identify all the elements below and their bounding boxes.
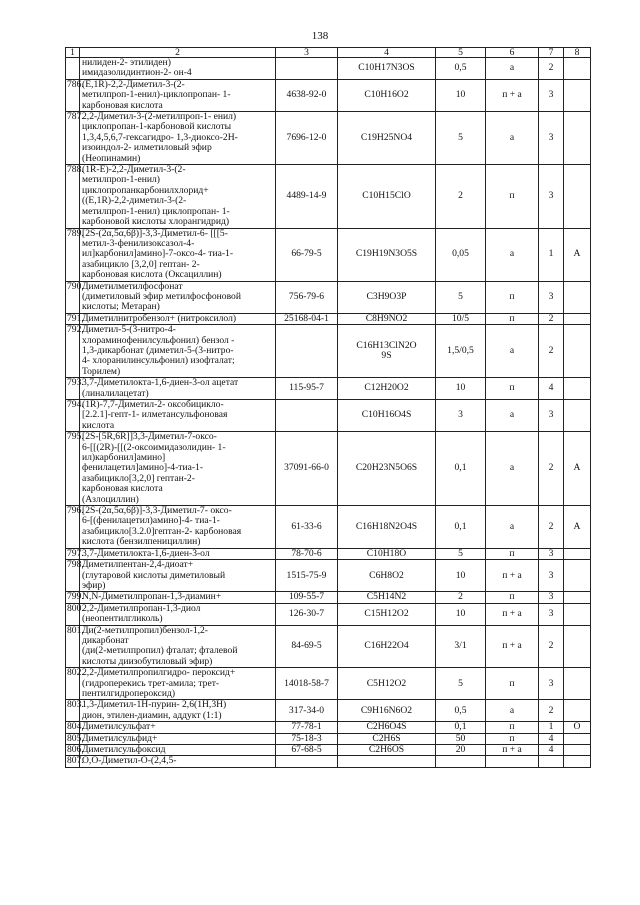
hazard-class: 2 <box>539 325 564 378</box>
formula: C2H6OS <box>338 745 436 756</box>
pdk-value: 5 <box>436 112 486 165</box>
substance-name: 1,3-Диметил-1Н-пурин- 2,6(1Н,3Н) дион, этилен-диамин, аддукт (1:1) <box>80 700 276 722</box>
formula: C19H25NO4 <box>338 112 436 165</box>
row-number: 804. <box>67 721 84 733</box>
feature-note <box>564 112 591 165</box>
feature-note <box>564 700 591 722</box>
pdk-value: 0,5 <box>436 700 486 722</box>
cas-number: 67-68-5 <box>276 745 338 756</box>
cas-number <box>276 756 338 767</box>
table-row <box>66 560 591 592</box>
aggregate-state: п + а <box>486 560 539 592</box>
aggregate-state: п <box>486 592 539 603</box>
table-row <box>66 548 591 559</box>
feature-note <box>564 58 591 80</box>
hazard-class: 3 <box>539 548 564 559</box>
substance-name: Диметилсульфид+ <box>80 733 276 744</box>
aggregate-state: а <box>486 325 539 378</box>
table-row <box>66 79 591 111</box>
aggregate-state: п <box>486 733 539 744</box>
table-row <box>66 228 591 281</box>
hazard-class: 2 <box>539 313 564 324</box>
row-number: 789. <box>66 228 80 281</box>
feature-note: О <box>564 722 591 733</box>
hazard-class: 3 <box>539 79 564 111</box>
table-row <box>66 378 591 400</box>
hazard-class: 1 <box>539 228 564 281</box>
column-header: 8 <box>564 48 591 58</box>
pdk-value <box>436 756 486 767</box>
substance-name: Диметилнитробензол+ (нитроксилол) <box>80 313 276 324</box>
feature-note <box>564 603 591 625</box>
cas-number: 78-70-6 <box>276 548 338 559</box>
column-header: 3 <box>276 48 338 58</box>
pdk-value: 0,5 <box>436 58 486 80</box>
aggregate-state: п <box>486 548 539 559</box>
hazard-class: 2 <box>539 58 564 80</box>
row-number: 807. <box>67 755 84 767</box>
table-row <box>66 281 591 313</box>
pdk-value: 2 <box>436 165 486 228</box>
hazard-class <box>539 756 564 767</box>
formula: C10H17N3OS <box>338 58 436 80</box>
substance-table <box>65 47 591 768</box>
row-number: 792. <box>66 325 80 378</box>
cas-number: 37091-66-0 <box>276 432 338 506</box>
substance-name: (1R-E)-2,2-Диметил-3-(2- метилпроп-1-енил) циклопропанкарбонилхлорид+ ((E,1R)-2,2-диметил-3-(2- метилпроп-1-енил) циклопропан- 1- карбоновой кислоты хлорангидрид) <box>80 165 276 228</box>
substance-name: Диметилсульфат+ <box>80 722 276 733</box>
hazard-class: 3 <box>539 281 564 313</box>
substance-name: [2S-(2α,5α,6β)]-3,3-Диметил-6- [[[5- метил-3-фенилизоксазол-4- ил]карбонил]амино]-7-оксо-4- тиа-1- азабицикло [3,2,0] гептан- 2- карбоновая кислота (Оксациллин) <box>80 228 276 281</box>
page-number: 138 <box>311 30 329 42</box>
formula <box>338 756 436 767</box>
hazard-class: 4 <box>539 378 564 400</box>
aggregate-state: а <box>486 112 539 165</box>
column-header: 1 <box>66 48 80 58</box>
header-row <box>66 48 591 58</box>
feature-note: А <box>564 506 591 549</box>
feature-note <box>564 756 591 767</box>
cas-number: 75-18-3 <box>276 733 338 744</box>
cas-number: 66-79-5 <box>276 228 338 281</box>
table-row <box>66 165 591 228</box>
hazard-class: 3 <box>539 560 564 592</box>
hazard-class: 2 <box>539 432 564 506</box>
aggregate-state: а <box>486 700 539 722</box>
substance-name: (1R)-7,7-Диметил-2- оксобицикло- [2.2.1]-гепт-1- илметансульфоновая кислота <box>80 400 276 432</box>
formula: C5H14N2 <box>338 592 436 603</box>
formula: C2H6S <box>338 733 436 744</box>
pdk-value: 3/1 <box>436 625 486 668</box>
column-header: 5 <box>436 48 486 58</box>
hazard-class: 3 <box>539 400 564 432</box>
formula: C20H23N5O6S <box>338 432 436 506</box>
feature-note <box>564 400 591 432</box>
pdk-value: 20 <box>436 745 486 756</box>
cas-number: 4638-92-0 <box>276 79 338 111</box>
feature-note <box>564 733 591 744</box>
row-number: 788. <box>66 165 80 228</box>
cas-number: 77-78-1 <box>276 722 338 733</box>
row-number: 800. <box>66 603 80 625</box>
row-number: 806. <box>67 744 84 755</box>
row-number: 797. <box>67 547 84 559</box>
aggregate-state: п + а <box>486 745 539 756</box>
pdk-value: 10 <box>436 79 486 111</box>
feature-note <box>564 668 591 700</box>
row-number: 793. <box>66 378 80 400</box>
cas-number: 4489-14-9 <box>276 165 338 228</box>
cas-number <box>276 58 338 80</box>
substance-name: 2,2-Диметил-3-(2-метилпроп-1- енил) циклопропан-1-карбоновой кислоты 1,3,4,5,6,7-гексагидро- 1,3-диоксо-2Н- изоиндол-2- илметиловый эфир (Неопинамин) <box>80 112 276 165</box>
formula: C9H16N6O2 <box>338 700 436 722</box>
formula: C10H16O2 <box>338 79 436 111</box>
hazard-class: 3 <box>539 668 564 700</box>
cas-number: 61-33-6 <box>276 506 338 549</box>
hazard-class: 3 <box>539 592 564 603</box>
aggregate-state: а <box>486 506 539 549</box>
cas-number: 756-79-6 <box>276 281 338 313</box>
hazard-class: 2 <box>539 700 564 722</box>
cas-number: 14018-58-7 <box>276 668 338 700</box>
aggregate-state: п + а <box>486 625 539 668</box>
row-number: 802. <box>66 668 80 700</box>
table-row <box>66 112 591 165</box>
formula: C16H13ClN2O 9S <box>338 325 436 378</box>
substance-name: 2,2-Диметилпропилгидро- пероксид+ (гидроперекись трет-амила; трет- пентилгидропероксид) <box>80 668 276 700</box>
table-row <box>66 625 591 668</box>
table-row <box>66 745 591 756</box>
aggregate-state: п <box>486 165 539 228</box>
substance-name: О,О-Диметил-О-(2,4,5- <box>80 756 276 767</box>
cas-number: 7696-12-0 <box>276 112 338 165</box>
cas-number <box>276 400 338 432</box>
pdk-value: 50 <box>436 733 486 744</box>
substance-name: 2,2-Диметилпропан-1,3-диол (неопентилгликоль) <box>80 603 276 625</box>
cas-number: 109-55-7 <box>276 592 338 603</box>
table-row <box>66 432 591 506</box>
hazard-class: 3 <box>539 112 564 165</box>
hazard-class: 4 <box>539 745 564 756</box>
hazard-class: 1 <box>539 722 564 733</box>
aggregate-state: а <box>486 228 539 281</box>
aggregate-state: п <box>486 281 539 313</box>
table-row <box>66 400 591 432</box>
cas-number: 84-69-5 <box>276 625 338 668</box>
aggregate-state <box>486 756 539 767</box>
substance-name: Ди(2-метилпропил)бензол-1,2- дикарбонат (ди(2-метилпропил) фталат; фталевой кислоты диизобутиловый эфир) <box>80 625 276 668</box>
feature-note <box>564 592 591 603</box>
substance-name: Диметилсульфоксид <box>80 745 276 756</box>
cas-number: 317-34-0 <box>276 700 338 722</box>
substance-name: [2S-(2α,5α,6β)]-3,3-Диметил-7- оксо- 6-[(фенилацетил)амино]-4- тиа-1- азабицикло[3.2.0]гептан-2- карбоновая кислота (бензилпенициллин) <box>80 506 276 549</box>
table-row <box>66 700 591 722</box>
row-number: 798. <box>66 560 80 592</box>
hazard-class: 3 <box>539 165 564 228</box>
substance-name: Диметилметилфосфонат (диметиловый эфир метилфосфоновой кислоты; Метаран) <box>80 281 276 313</box>
cas-number: 1515-75-9 <box>276 560 338 592</box>
hazard-class: 3 <box>539 603 564 625</box>
row-number: 803. <box>66 700 80 722</box>
substance-name: (E,1R)-2,2-Диметил-3-(2- метилпроп-1-енил)-циклопропан- 1- карбоновая кислота <box>80 79 276 111</box>
row-number: 805. <box>67 732 84 744</box>
feature-note <box>564 313 591 324</box>
feature-note <box>564 165 591 228</box>
cas-number <box>276 325 338 378</box>
formula: C12H20O2 <box>338 378 436 400</box>
formula: C10H16O4S <box>338 400 436 432</box>
row-number <box>66 58 80 80</box>
pdk-value: 10 <box>436 560 486 592</box>
formula: C16H18N2O4S <box>338 506 436 549</box>
feature-note <box>564 378 591 400</box>
feature-note <box>564 560 591 592</box>
hazard-class: 4 <box>539 733 564 744</box>
aggregate-state: п <box>486 668 539 700</box>
pdk-value: 5 <box>436 548 486 559</box>
formula: C2H6O4S <box>338 722 436 733</box>
hazard-class: 2 <box>539 506 564 549</box>
table-row <box>66 325 591 378</box>
pdk-value: 0,05 <box>436 228 486 281</box>
table-row <box>66 313 591 324</box>
aggregate-state: п <box>486 722 539 733</box>
table-row <box>66 733 591 744</box>
aggregate-state: а <box>486 432 539 506</box>
table-row <box>66 756 591 767</box>
pdk-value: 0,1 <box>436 506 486 549</box>
table-row <box>66 668 591 700</box>
aggregate-state: п + а <box>486 603 539 625</box>
table-row <box>66 603 591 625</box>
aggregate-state: а <box>486 400 539 432</box>
pdk-value: 2 <box>436 592 486 603</box>
formula: C3H9O3P <box>338 281 436 313</box>
row-number: 790. <box>66 281 80 313</box>
pdk-value: 5 <box>436 281 486 313</box>
aggregate-state: п <box>486 378 539 400</box>
table-row <box>66 592 591 603</box>
table-row <box>66 58 591 80</box>
pdk-value: 3 <box>436 400 486 432</box>
substance-name: 3,7-Диметилокта-1,6-диен-3-ол ацетат (линалилацетат) <box>80 378 276 400</box>
feature-note <box>564 625 591 668</box>
column-header: 7 <box>539 48 564 58</box>
feature-note <box>564 548 591 559</box>
pdk-value: 10 <box>436 603 486 625</box>
row-number: 801. <box>66 625 80 668</box>
substance-name: нилиден-2- этилиден) имидазолидинтион-2- он-4 <box>80 58 276 80</box>
table-body <box>66 58 591 768</box>
substance-name: N,N-Диметилпропан-1,3-диамин+ <box>80 592 276 603</box>
pdk-value: 0,1 <box>436 432 486 506</box>
column-header: 4 <box>338 48 436 58</box>
row-number: 796. <box>66 506 80 549</box>
formula: C6H8O2 <box>338 560 436 592</box>
table-row <box>66 506 591 549</box>
formula: C15H12O2 <box>338 603 436 625</box>
aggregate-state: a <box>486 58 539 80</box>
formula: C19H19N3O5S <box>338 228 436 281</box>
formula: C5H12O2 <box>338 668 436 700</box>
feature-note <box>564 325 591 378</box>
cas-number: 115-95-7 <box>276 378 338 400</box>
formula: C10H15ClO <box>338 165 436 228</box>
feature-note <box>564 281 591 313</box>
hazard-class: 2 <box>539 625 564 668</box>
aggregate-state: п <box>486 313 539 324</box>
cas-number: 25168-04-1 <box>276 313 338 324</box>
row-number: 799. <box>67 591 84 603</box>
substance-name: Диметил-5-(3-нитро-4- хлораминофенилсульфонил) бензол - 1,3-дикарбонат (диметил-5-(3-нитро- 4- хлоранилинсульфонил) изофталат; Торилем) <box>80 325 276 378</box>
row-number: 794. <box>66 400 80 432</box>
row-number: 791. <box>67 312 84 324</box>
substance-name: Диметилпентан-2,4-диоат+ (глутаровой кислоты диметиловый эфир) <box>80 560 276 592</box>
feature-note: А <box>564 432 591 506</box>
pdk-value: 5 <box>436 668 486 700</box>
column-header: 2 <box>80 48 276 58</box>
feature-note <box>564 745 591 756</box>
row-number: 786. <box>66 79 80 111</box>
formula: C10H18O <box>338 548 436 559</box>
substance-name: [2S-[5R,6R]]3,3-Диметил-7-оксо- 6-[[(2R)-[[(2-оксоимидазолидин- 1- ил)карбонил]амино] фенилацетил]амино]-4-тиа-1- азабицикло[3,2,0] гептан-2- карбоновая кислота (Азлоциллин) <box>80 432 276 506</box>
row-number: 795. <box>66 432 80 506</box>
formula: C8H9NO2 <box>338 313 436 324</box>
aggregate-state: п + а <box>486 79 539 111</box>
formula: C16H22O4 <box>338 625 436 668</box>
cas-number: 126-30-7 <box>276 603 338 625</box>
table-row <box>66 722 591 733</box>
feature-note <box>564 79 591 111</box>
column-header: 6 <box>486 48 539 58</box>
feature-note: А <box>564 228 591 281</box>
row-number: 787. <box>66 112 80 165</box>
pdk-value: 1,5/0,5 <box>436 325 486 378</box>
pdk-value: 0,1 <box>436 722 486 733</box>
pdk-value: 10/5 <box>436 313 486 324</box>
pdk-value: 10 <box>436 378 486 400</box>
substance-name: 3,7-Диметилокта-1,6-диен-3-ол <box>80 548 276 559</box>
